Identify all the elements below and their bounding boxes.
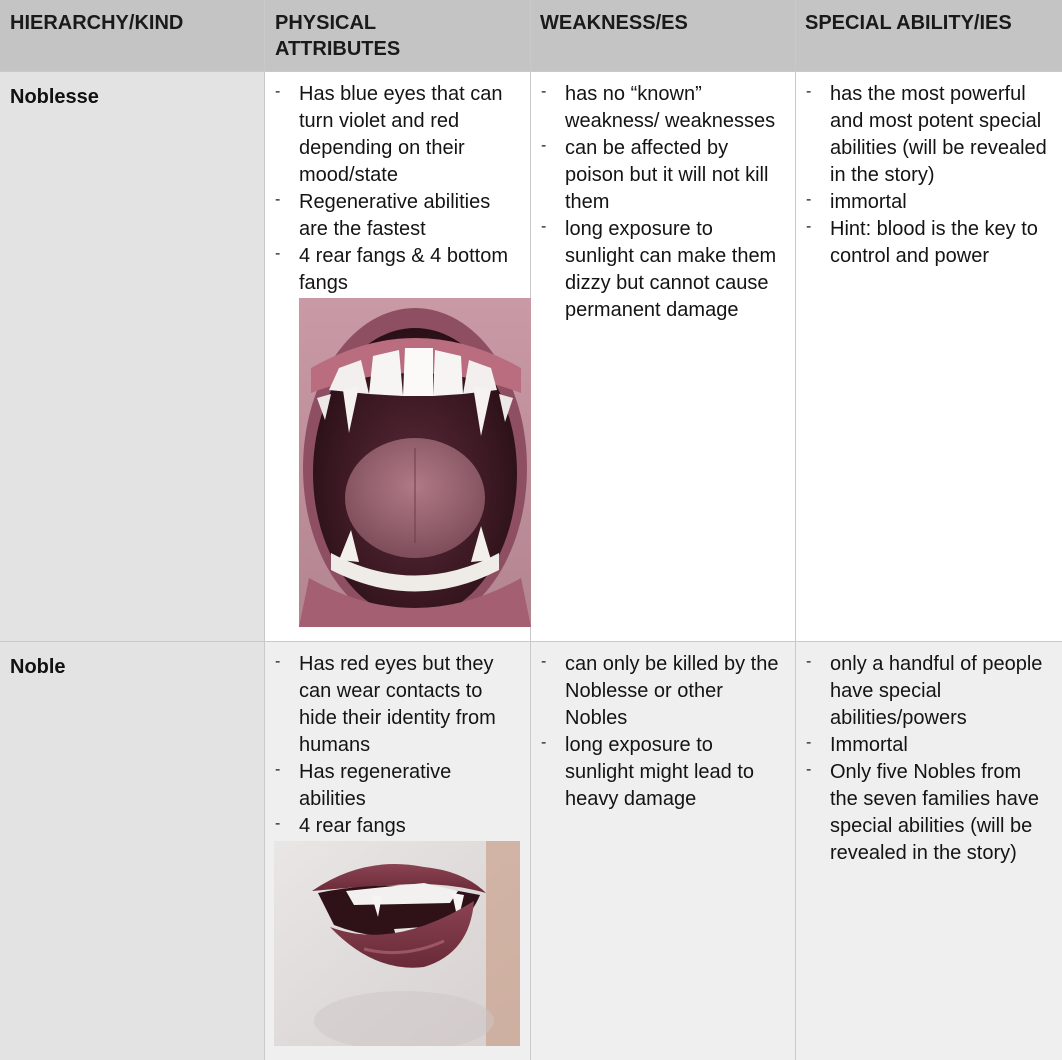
- bullet-dash: -: [275, 191, 281, 208]
- row-noble-special: [796, 642, 1062, 1060]
- bullet-dash: -: [806, 191, 812, 208]
- header-physical: [265, 0, 531, 72]
- bullet-dash: -: [541, 137, 547, 154]
- kind-label: Noblesse: [10, 86, 99, 108]
- bullet-dash: -: [806, 761, 812, 778]
- bullet-dash: -: [275, 653, 281, 670]
- list-item: - immortal: [796, 189, 1052, 216]
- list-item: - Regenerative abilities are the fastest: [265, 189, 520, 243]
- list-item: - Has red eyes but they can wear contacts to hide their identity from humans: [265, 651, 520, 759]
- physical-list: [265, 72, 530, 297]
- list-item: - Only five Nobles from the seven families have special abilities (will be revealed in the story): [796, 759, 1052, 867]
- list-item: - Has blue eyes that can turn violet and red depending on their mood/state: [265, 81, 520, 189]
- list-item: - has no “known” weakness/ weaknesses: [531, 81, 785, 135]
- bullet-dash: -: [806, 734, 812, 751]
- header-special-label: SPECIAL ABILITY/IES: [805, 12, 1012, 34]
- row-noblesse-weakness: [531, 72, 796, 642]
- bullet-dash: -: [275, 245, 281, 262]
- header-weakness-label: WEAKNESS/ES: [540, 12, 688, 34]
- bullet-dash: -: [275, 761, 281, 778]
- row-noble-kind: [0, 642, 265, 1060]
- list-item: - Hint: blood is the key to control and power: [796, 216, 1052, 270]
- list-item: - can only be killed by the Noblesse or other Nobles: [531, 651, 785, 732]
- row-noble-weakness: [531, 642, 796, 1060]
- row-noblesse-kind: [0, 72, 265, 642]
- weakness-list: [531, 72, 795, 324]
- bullet-dash: -: [541, 734, 547, 751]
- header-special: [796, 0, 1062, 72]
- bullet-dash: -: [541, 83, 547, 100]
- bullet-dash: -: [541, 218, 547, 235]
- bullet-dash: -: [806, 83, 812, 100]
- list-item: - 4 rear fangs & 4 bottom fangs: [265, 243, 520, 297]
- physical-list: [265, 642, 530, 840]
- list-item: - Immortal: [796, 732, 1052, 759]
- bullet-dash: -: [806, 218, 812, 235]
- bullet-dash: -: [806, 653, 812, 670]
- noble-fangs-photo: [274, 841, 520, 1046]
- header-physical-label: PHYSICAL ATTRIBUTES: [275, 12, 401, 60]
- list-item: - long exposure to sunlight might lead to heavy damage: [531, 732, 785, 813]
- header-hierarchy: [0, 0, 265, 72]
- list-item: - long exposure to sunlight can make them dizzy but cannot cause permanent damage: [531, 216, 785, 324]
- header-hierarchy-label: HIERARCHY/KIND: [10, 12, 184, 34]
- special-list: [796, 72, 1062, 270]
- weakness-list: [531, 642, 795, 813]
- noblesse-fangs-photo: [299, 298, 531, 627]
- bullet-dash: -: [275, 83, 281, 100]
- list-item: - can be affected by poison but it will not kill them: [531, 135, 785, 216]
- bullet-dash: -: [275, 815, 281, 832]
- list-item: - 4 rear fangs: [265, 813, 520, 840]
- kind-label: Noble: [10, 656, 66, 678]
- row-noblesse-special: [796, 72, 1062, 642]
- header-weakness: [531, 0, 796, 72]
- list-item: - has the most powerful and most potent special abilities (will be revealed in the story): [796, 81, 1052, 189]
- bullet-dash: -: [541, 653, 547, 670]
- special-list: [796, 642, 1062, 867]
- list-item: - Has regenerative abilities: [265, 759, 520, 813]
- list-item: - only a handful of people have special abilities/powers: [796, 651, 1052, 732]
